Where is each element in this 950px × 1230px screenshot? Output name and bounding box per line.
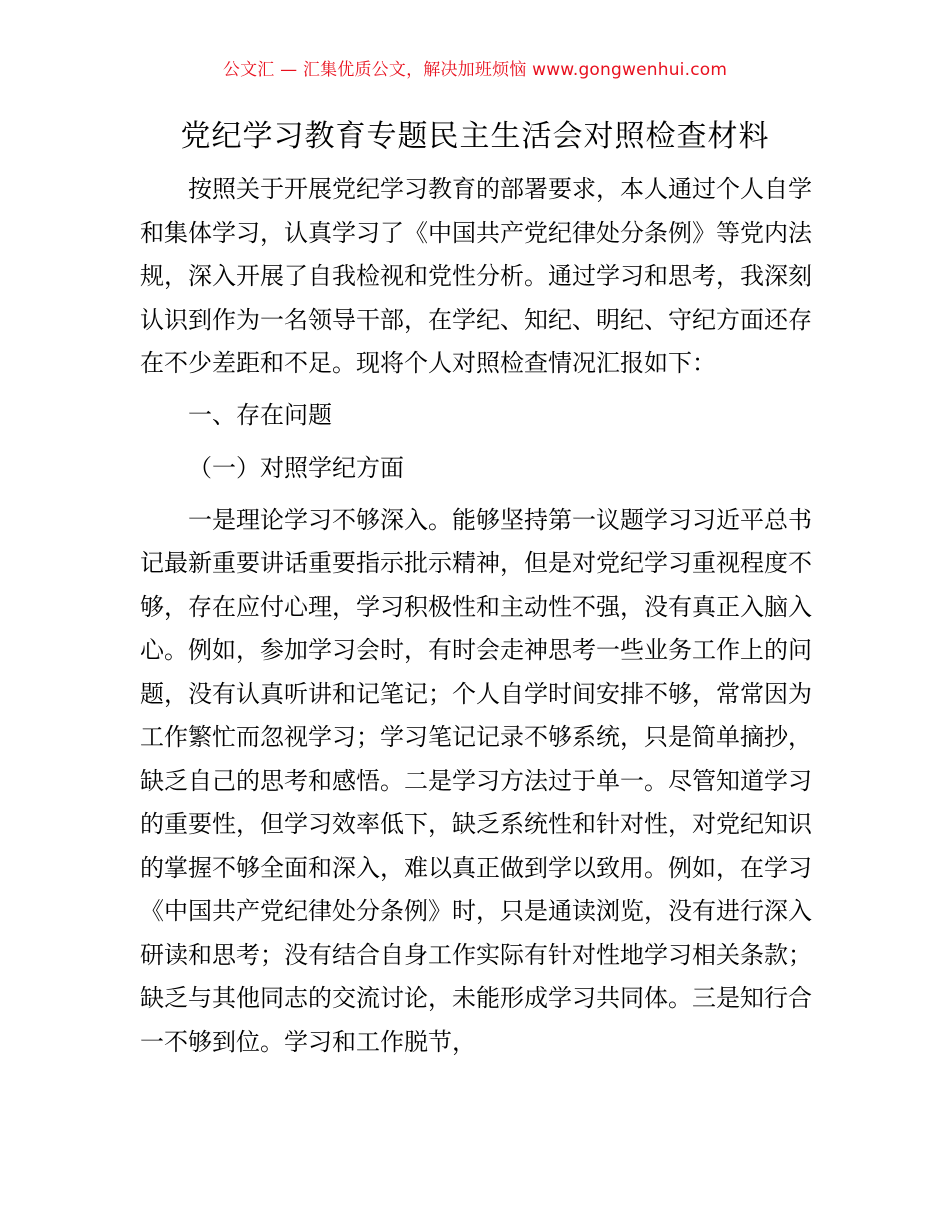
section-heading: 一、存在问题 — [188, 400, 332, 429]
document-body — [140, 168, 812, 1064]
intro-paragraph: 按照关于开展党纪学习教育的部署要求，本人通过个人自学和集体学习，认真学习了《中国共产党纪律处分条例》等党内法规，深入开展了自我检视和党性分析。通过学习和思考，我深刻认识到作为一名领导干部，在学纪、知纪、明纪、守纪方面还存在不少差距和不足。现将个人对照检查情况汇报如下： — [140, 175, 812, 377]
document-title: 党纪学习教育专题民主生活会对照检查材料 — [180, 119, 770, 154]
subsection-heading: （一）对照学纪方面 — [188, 454, 404, 482]
header-banner: 公文汇 — 汇集优质公文，解决加班烦恼 www.gongwenhui.com — [222, 60, 728, 80]
body-paragraph: 一是理论学习不够深入。能够坚持第一议题学习习近平总书记最新重要讲话重要指示批示精神，但是对党纪学习重视程度不够，存在应付心理，学习积极性和主动性不强，没有真正入脑入心。例如，参加学习会时，有时会走神思考一些业务工作上的问题，没有认真听讲和记笔记；个人自学时间安排不够，常常因为工作繁忙而忽视学习；学习笔记记录不够系统，只是简单摘抄，缺乏自己的思考和感悟。二是学习方法过于单一。尽管知道学习的重要性，但学习效率低下，缺乏系统性和针对性，对党纪知识的掌握不够全面和深入，难以真正做到学以致用。例如，在学习《中国共产党纪律处分条例》时，只是通读浏览，没有进行深入研读和思考；没有结合自身工作实际有针对性地学习相关条款；缺乏与其他同志的交流讨论，未能形成学习共同体。三是知行合一不够到位。学习和工作脱节， — [140, 505, 812, 1056]
